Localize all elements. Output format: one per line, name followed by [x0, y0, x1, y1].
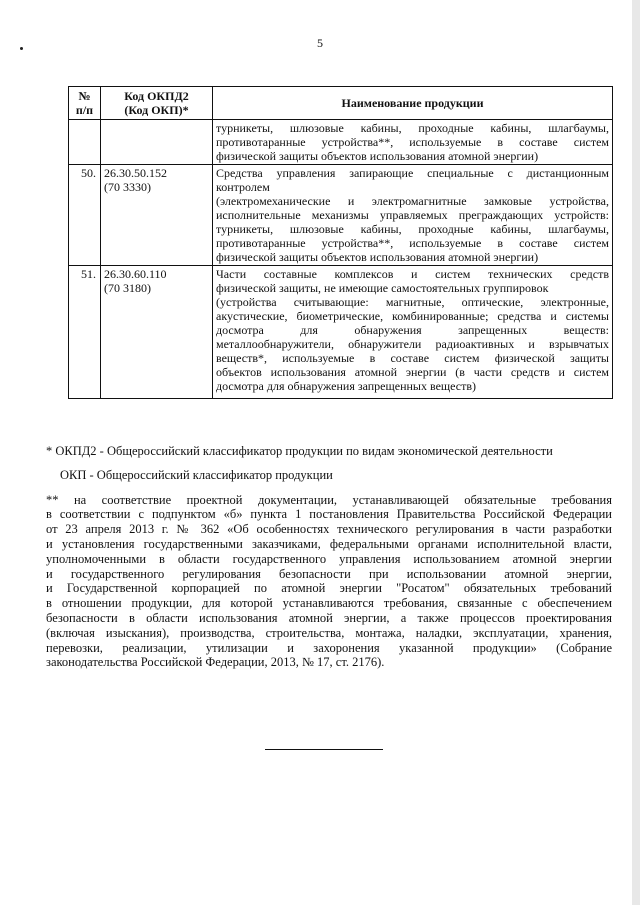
desc-line: контролем: [216, 180, 270, 194]
desc-line: турникеты, шлюзовые кабины, проходные кабины, шлагбаумы,: [216, 121, 609, 135]
footnote-line: (включая изыскания), производства, строительства, монтажа, наладки, эксплуатации, хранения,: [46, 625, 612, 640]
footnotes: [46, 444, 612, 670]
okpd2-code: 26.30.60.110: [104, 267, 167, 281]
cell-code: [101, 120, 213, 165]
header-code-line: (Код ОКП)*: [124, 103, 189, 117]
footnote-line: и государственного регулирования безопасности при использовании атомной энергии,: [46, 566, 612, 581]
footnote-double-star: [46, 493, 612, 671]
cell-num: 50.: [69, 165, 101, 266]
desc-line: исполнительные механизмы управляемых преграждающих устройств:: [216, 208, 609, 222]
cell-description: [213, 266, 613, 399]
header-num: [69, 87, 101, 120]
cell-code: [101, 165, 213, 266]
footnote-line: и установления государственными заказчиками, федеральными органами исполнительной власти,: [46, 536, 612, 551]
footnote-line: в отношении продукции, для которой устанавливаются требования, связанные с обеспечением: [46, 596, 612, 611]
cell-description: [213, 165, 613, 266]
desc-line: физической защиты, не имеющие самостоятельных группировок: [216, 281, 549, 295]
desc-line: (электромеханические и электромагнитные замковые устройства,: [216, 194, 609, 208]
products-table: [68, 86, 613, 399]
desc-line: (устройства считывающие: магнитные, оптические, электронные,: [216, 295, 609, 309]
end-of-document-rule: [265, 749, 383, 750]
table-row-continuation: [69, 120, 613, 165]
okpd2-code: 26.30.50.152: [104, 166, 167, 180]
footnote-line: перевозки, реализации, утилизации и захоронения указанной продукции» (Собрание: [46, 640, 612, 655]
footnote-okp: ОКП - Общероссийский классификатор продукции: [60, 467, 333, 482]
cell-description: [213, 120, 613, 165]
header-name: Наименование продукции: [213, 87, 613, 120]
footnote-line: законодательства Российской Федерации, 2013, № 17, ст. 2176).: [46, 655, 385, 670]
footnote-line: ** на соответствие проектной документации, устанавливающей обязательные требования: [46, 492, 612, 507]
header-code-line: Код ОКПД2: [124, 89, 189, 103]
desc-line: Части составные комплексов и систем технических средств: [216, 267, 609, 281]
cell-num: 51.: [69, 266, 101, 399]
desc-line: акустические, биометрические, комбинированные; средства и системы: [216, 309, 609, 323]
desc-line: веществ*, используемые в составе систем физической защиты: [216, 351, 609, 365]
cell-num: [69, 120, 101, 165]
desc-line: физической защиты объектов использования атомной энергии): [216, 250, 539, 264]
table-row: [69, 266, 613, 399]
desc-line: физической защиты объектов использования атомной энергии): [216, 149, 539, 163]
footnote-line: безопасности в области использования атомной энергии, а также процессов проектирования: [46, 610, 612, 625]
scan-edge: [632, 0, 640, 905]
page-number: 5: [317, 36, 323, 50]
header-code: [101, 87, 213, 120]
desc-line: металлообнаружители, обнаружители радиоактивных и взрывчатых: [216, 337, 609, 351]
cell-code: [101, 266, 213, 399]
desc-line: Средства управления запирающие специальные с дистанционным: [216, 166, 609, 180]
footnote-line: и Государственной корпорацией по атомной энергии "Росатом" обязательных требований: [46, 581, 612, 596]
desc-line: объектов использования атомной энергии (в части средств и систем: [216, 365, 609, 379]
footnote-line: в соответствии с подпунктом «б» пункта 1 постановления Правительства Российской Федерации: [46, 507, 612, 522]
table-header-row: [69, 87, 613, 120]
footnote-line: уполномоченными в области государственного управления использованием атомной энергии: [46, 551, 612, 566]
desc-line: противотаранные устройства**, используемые в составе систем: [216, 236, 609, 250]
desc-line: досмотра для обнаружения запрещенных веществ): [216, 379, 477, 393]
okp-code: (70 3330): [104, 180, 151, 194]
okp-code: (70 3180): [104, 281, 151, 295]
desc-line: противотаранные устройства**, используемые в составе систем: [216, 135, 609, 149]
desc-line: турникеты, шлюзовые кабины, проходные кабины, шлагбаумы,: [216, 222, 609, 236]
table-row: [69, 165, 613, 266]
footnote-okpd2: * ОКПД2 - Общероссийский классификатор продукции по видам экономической деятельности: [46, 444, 553, 458]
header-num-line: п/п: [75, 103, 94, 117]
footnote-line: от 23 апреля 2013 г. № 362 «Об особенностях технического регулирования в части разработки: [46, 522, 612, 537]
header-num-line: №: [78, 89, 91, 103]
desc-line: досмотра для обнаружения запрещенных веществ:: [216, 323, 609, 337]
